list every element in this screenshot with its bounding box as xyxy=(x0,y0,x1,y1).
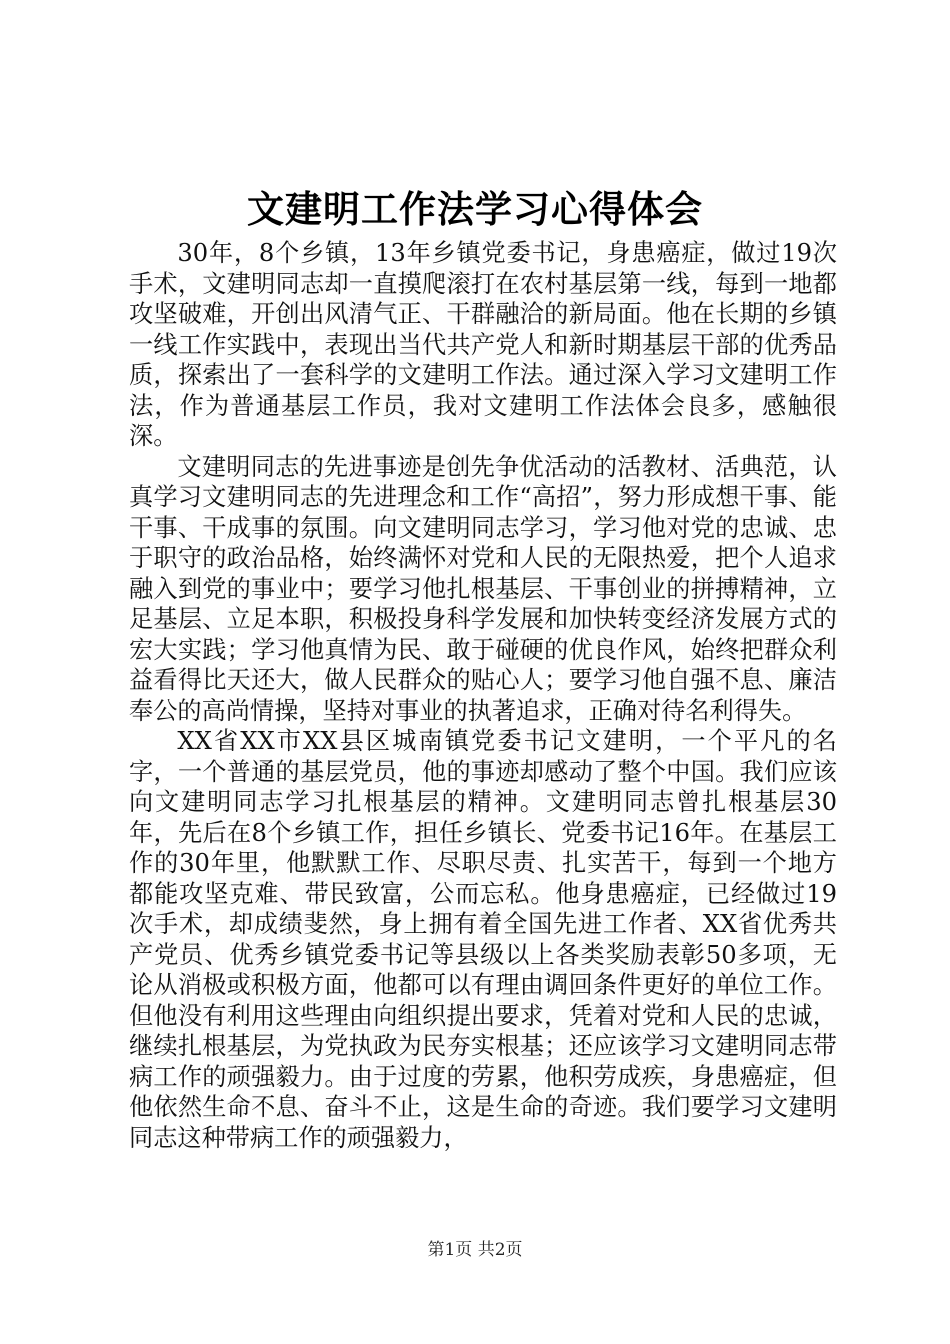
document-body xyxy=(129,238,837,1153)
page-footer: 第1页 共2页 xyxy=(427,1240,523,1260)
paragraph-2: 文建明同志的先进事迹是创先争优活动的活教材、活典范，认真学习文建明同志的先进理念和工作“高招”，努力形成想干事、能干事、干成事的氛围。向文建明同志学习，学习他对党的忠诚、忠于职守的政治品格，始终满怀对党和人民的无限热爱，把个人追求融入到党的事业中；要学习他扎根基层、干事创业的拼搏精神，立足基层、立足本职，积极投身科学发展和加快转变经济发展方式的宏大实践；学习他真情为民、敢于碰硬的优良作风，始终把群众利益看得比天还大，做人民群众的贴心人；要学习他自强不息、廉洁奉公的高尚情操，坚持对事业的执著追求，正确对待名利得失。 xyxy=(129,452,837,725)
paragraph-3: XX省XX市XX县区城南镇党委书记文建明，一个平凡的名字，一个普通的基层党员，他的事迹却感动了整个中国。我们应该向文建明同志学习扎根基层的精神。文建明同志曾扎根基层30年，先后在8个乡镇工作，担任乡镇长、党委书记16年。在基层工作的30年里，他默默工作、尽职尽责、扎实苦干，每到一个地方都能攻坚克难、带民致富，公而忘私。他身患癌症，已经做过19次手术，却成绩斐然，身上拥有着全国先进工作者、XX省优秀共产党员、优秀乡镇党委书记等县级以上各类奖励表彰50多项，无论从消极或积极方面，他都可以有理由调回条件更好的单位工作。但他没有利用这些理由向组织提出要求，凭着对党和人民的忠诚，继续扎根基层，为党执政为民夯实根基；还应该学习文建明同志带病工作的顽强毅力。由于过度的劳累，他积劳成疾，身患癌症，但他依然生命不息、奋斗不止，这是生命的奇迹。我们要学习文建明同志这种带病工作的顽强毅力， xyxy=(129,727,837,1152)
document-title: 文建明工作法学习心得体会 xyxy=(247,187,703,231)
paragraph-1: 30年，8个乡镇，13年乡镇党委书记，身患癌症，做过19次手术，文建明同志却一直摸爬滚打在农村基层第一线，每到一地都攻坚破难，开创出风清气正、干群融洽的新局面。他在长期的乡镇一线工作实践中，表现出当代共产党人和新时期基层干部的优秀品质，探索出了一套科学的文建明工作法。通过深入学习文建明工作法，作为普通基层工作员，我对文建明工作法体会良多，感触很深。 xyxy=(129,239,837,450)
